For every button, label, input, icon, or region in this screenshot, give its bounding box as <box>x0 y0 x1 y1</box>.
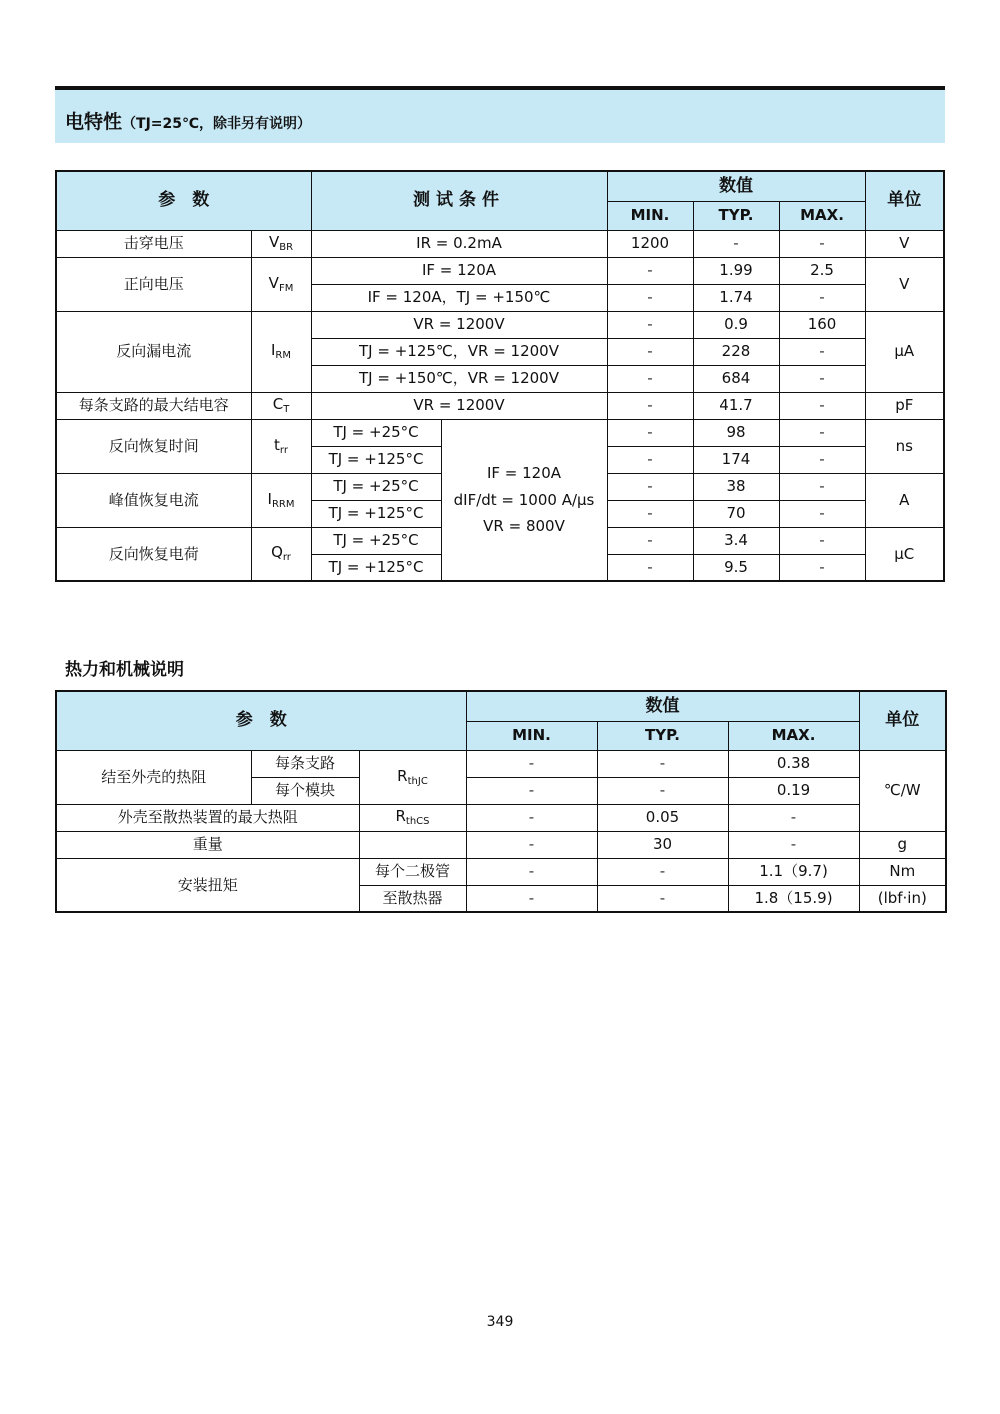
unit: V <box>865 230 944 257</box>
param-symbol: $V_{FM}$ <box>251 257 311 311</box>
value-min: - <box>466 831 597 858</box>
table-row <box>56 858 946 885</box>
param-symbol: $V_{BR}$ <box>251 230 311 257</box>
param-name: 每条支路的最大结电容 <box>56 392 251 419</box>
param-name: 重量 <box>56 831 359 858</box>
header-max: MAX. <box>779 201 865 230</box>
value-max: - <box>779 500 865 527</box>
value-min: - <box>607 392 693 419</box>
value-max: 1.8（15.9) <box>728 885 859 912</box>
param-symbol: $C_T$ <box>251 392 311 419</box>
unit: A <box>865 473 944 527</box>
value-typ: 0.9 <box>693 311 779 338</box>
param-subname: 每个模块 <box>251 777 359 804</box>
value-typ: - <box>597 750 728 777</box>
value-min: - <box>466 885 597 912</box>
value-typ: 41.7 <box>693 392 779 419</box>
condition: VR = 1200V <box>311 311 607 338</box>
value-min: - <box>466 804 597 831</box>
unit: V <box>865 257 944 311</box>
value-typ: 1.74 <box>693 284 779 311</box>
value-min: 1200 <box>607 230 693 257</box>
value-max: - <box>779 338 865 365</box>
param-subname: 每条支路 <box>251 750 359 777</box>
value-min: - <box>607 365 693 392</box>
shared-condition <box>441 419 607 581</box>
value-max: - <box>779 392 865 419</box>
param-symbol: $t_{rr}$ <box>251 419 311 473</box>
param-name: 反向漏电流 <box>56 311 251 392</box>
section-title-thermal: 热力和机械说明 <box>65 660 184 680</box>
header-max: MAX. <box>728 721 859 750</box>
value-max: - <box>779 365 865 392</box>
value-typ: 228 <box>693 338 779 365</box>
table-row <box>56 804 946 831</box>
value-typ: 9.5 <box>693 554 779 581</box>
value-min: - <box>607 500 693 527</box>
param-symbol: $R_{thCS}$ <box>359 804 466 831</box>
param-symbol: $Q_{rr}$ <box>251 527 311 581</box>
value-max: 0.38 <box>728 750 859 777</box>
unit: ns <box>865 419 944 473</box>
value-typ: 684 <box>693 365 779 392</box>
value-min: - <box>607 419 693 446</box>
header-min: MIN. <box>466 721 597 750</box>
condition-tj: TJ = +25°C <box>311 419 441 446</box>
condition: IF = 120A，TJ = +150℃ <box>311 284 607 311</box>
unit: μC <box>865 527 944 581</box>
param-name: 正向电压 <box>56 257 251 311</box>
param-subname: 至散热器 <box>359 885 466 912</box>
value-max: 1.1（9.7) <box>728 858 859 885</box>
value-max: - <box>779 527 865 554</box>
value-min: - <box>466 858 597 885</box>
unit: g <box>859 831 946 858</box>
param-name: 反向恢复时间 <box>56 419 251 473</box>
value-typ: 1.99 <box>693 257 779 284</box>
value-typ: 38 <box>693 473 779 500</box>
param-symbol <box>359 831 466 858</box>
header-value: 数值 <box>466 691 859 721</box>
header-typ: TYP. <box>597 721 728 750</box>
value-min: - <box>607 311 693 338</box>
condition: VR = 1200V <box>311 392 607 419</box>
value-typ: 3.4 <box>693 527 779 554</box>
condition: TJ = +125℃，VR = 1200V <box>311 338 607 365</box>
value-typ: 174 <box>693 446 779 473</box>
value-typ: 98 <box>693 419 779 446</box>
shared-condition-line1: IF = 120A <box>486 464 562 483</box>
table-row <box>56 831 946 858</box>
value-typ: - <box>597 777 728 804</box>
header-typ: TYP. <box>693 201 779 230</box>
value-min: - <box>607 446 693 473</box>
value-max: - <box>779 419 865 446</box>
electrical-characteristics-table <box>55 170 945 582</box>
value-typ: - <box>597 858 728 885</box>
value-max: - <box>779 554 865 581</box>
value-min: - <box>607 257 693 284</box>
condition-tj: TJ = +125°C <box>311 554 441 581</box>
param-name: 安装扭矩 <box>56 858 359 912</box>
value-min: - <box>466 750 597 777</box>
value-typ: 70 <box>693 500 779 527</box>
value-min: - <box>607 284 693 311</box>
shared-condition-line2: dIF/dt = 1000 A/μs <box>453 490 595 509</box>
value-max: - <box>728 804 859 831</box>
section-title-text: 电特性 <box>65 111 123 133</box>
condition: IF = 120A <box>311 257 607 284</box>
condition-tj: TJ = +25°C <box>311 527 441 554</box>
header-min: MIN. <box>607 201 693 230</box>
param-name: 反向恢复电荷 <box>56 527 251 581</box>
header-unit: 单位 <box>859 691 946 750</box>
param-name: 峰值恢复电流 <box>56 473 251 527</box>
value-typ: - <box>693 230 779 257</box>
section-header-electrical <box>55 86 945 143</box>
section-title <box>65 107 311 134</box>
param-name: 击穿电压 <box>56 230 251 257</box>
value-typ: - <box>597 885 728 912</box>
value-typ: 30 <box>597 831 728 858</box>
param-symbol: $I_{RM}$ <box>251 311 311 392</box>
value-min: - <box>607 338 693 365</box>
header-param: 参 数 <box>56 691 466 750</box>
condition: IR = 0.2mA <box>311 230 607 257</box>
value-max: - <box>779 284 865 311</box>
condition: TJ = +150℃，VR = 1200V <box>311 365 607 392</box>
value-min: - <box>607 554 693 581</box>
unit: μA <box>865 311 944 392</box>
value-max: 2.5 <box>779 257 865 284</box>
value-typ: 0.05 <box>597 804 728 831</box>
unit: Nm <box>859 858 946 885</box>
thermal-mechanical-table <box>55 690 947 913</box>
value-max: - <box>779 446 865 473</box>
header-param: 参 数 <box>56 171 311 230</box>
param-symbol: $I_{RRM}$ <box>251 473 311 527</box>
table-row <box>56 230 944 257</box>
header-value: 数值 <box>607 171 865 201</box>
value-max: 0.19 <box>728 777 859 804</box>
table-row <box>56 311 944 338</box>
table-row <box>56 419 944 446</box>
condition-tj: TJ = +25°C <box>311 473 441 500</box>
table-row <box>56 750 946 777</box>
section-title-note: （TJ=25℃，除非另有说明） <box>122 116 311 132</box>
unit: (lbf·in) <box>859 885 946 912</box>
unit: ℃/W <box>859 750 946 831</box>
page-number: 349 <box>486 1314 514 1330</box>
condition-tj: TJ = +125°C <box>311 500 441 527</box>
value-min: - <box>607 527 693 554</box>
header-unit: 单位 <box>865 171 944 230</box>
table-row <box>56 257 944 284</box>
condition-tj: TJ = +125°C <box>311 446 441 473</box>
value-min: - <box>466 777 597 804</box>
param-symbol: $R_{thJC}$ <box>359 750 466 804</box>
table-row <box>56 392 944 419</box>
value-max: 160 <box>779 311 865 338</box>
param-name: 结至外壳的热阻 <box>56 750 251 804</box>
shared-condition-line3: VR = 800V <box>483 516 565 535</box>
param-name: 外壳至散热装置的最大热阻 <box>56 804 359 831</box>
param-subname: 每个二极管 <box>359 858 466 885</box>
header-cond: 测试条件 <box>311 171 607 230</box>
value-max: - <box>779 230 865 257</box>
unit: pF <box>865 392 944 419</box>
value-min: - <box>607 473 693 500</box>
value-max: - <box>779 473 865 500</box>
value-max: - <box>728 831 859 858</box>
